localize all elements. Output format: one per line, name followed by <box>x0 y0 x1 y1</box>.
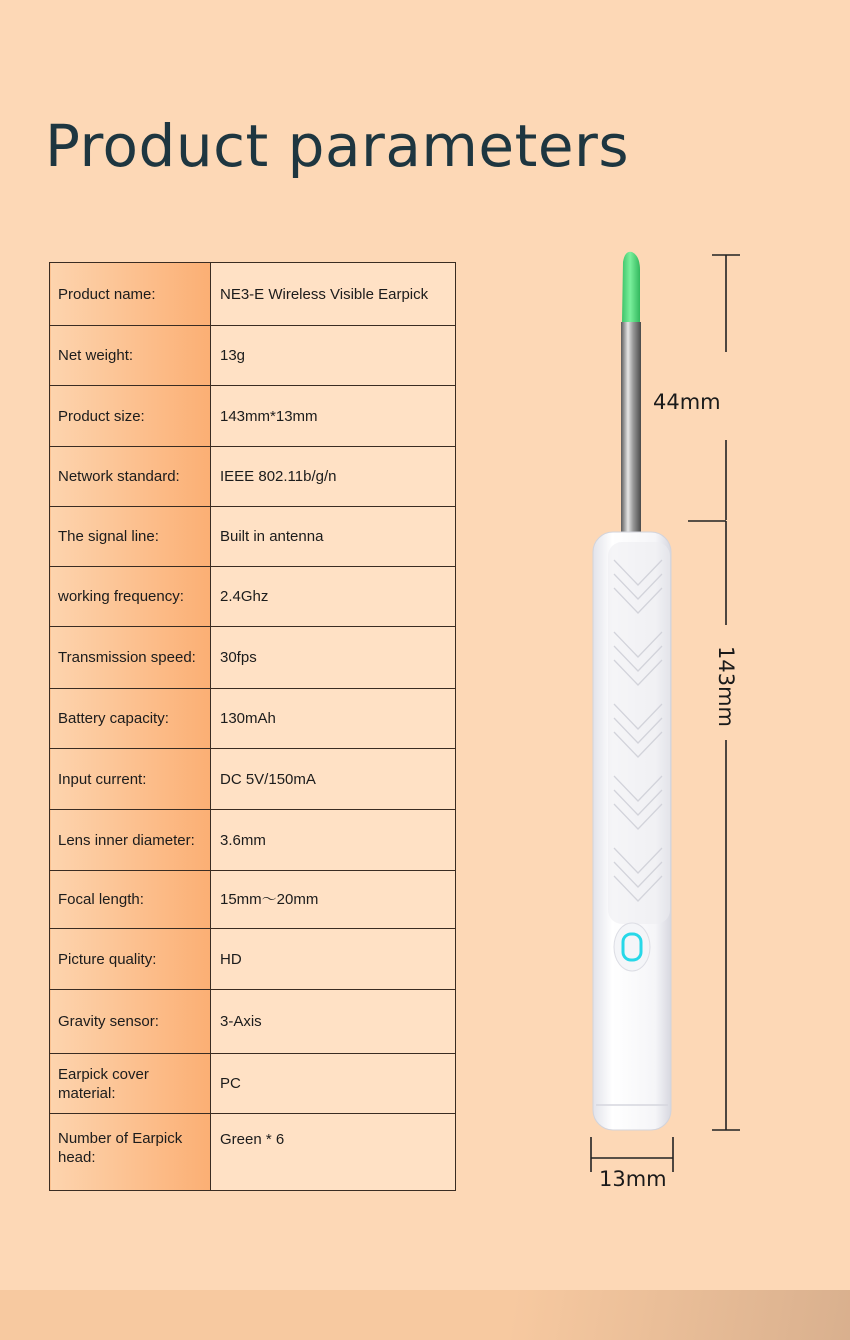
param-label: Battery capacity: <box>50 689 211 749</box>
handle-body <box>593 532 671 1130</box>
param-value: 30fps <box>211 627 456 689</box>
param-value: 3-Axis <box>211 990 456 1054</box>
table-row <box>50 567 456 627</box>
table-row <box>50 627 456 689</box>
param-label: Focal length: <box>50 871 211 929</box>
param-label: Picture quality: <box>50 929 211 990</box>
param-label: Product size: <box>50 386 211 447</box>
param-value: IEEE 802.11b/g/n <box>211 447 456 507</box>
metal-rod <box>621 322 641 534</box>
param-value: 2.4Ghz <box>211 567 456 627</box>
table-row <box>50 386 456 447</box>
page-title: Product parameters <box>45 112 630 180</box>
param-label: The signal line: <box>50 507 211 567</box>
param-label: working frequency: <box>50 567 211 627</box>
param-label: Product name: <box>50 263 211 326</box>
param-label: Net weight: <box>50 326 211 386</box>
param-label: Transmission speed: <box>50 627 211 689</box>
width-label: 13mm <box>599 1167 667 1191</box>
table-row <box>50 447 456 507</box>
param-label: Network standard: <box>50 447 211 507</box>
table-row <box>50 990 456 1054</box>
table-row <box>50 263 456 326</box>
table-row <box>50 326 456 386</box>
power-indicator-icon <box>614 923 650 971</box>
param-label: Lens inner diameter: <box>50 810 211 871</box>
param-value: 13g <box>211 326 456 386</box>
param-value: HD <box>211 929 456 990</box>
bottom-band <box>0 1290 850 1340</box>
param-label: Number of Earpick head: <box>50 1114 211 1191</box>
param-value: 143mm*13mm <box>211 386 456 447</box>
table-row <box>50 507 456 567</box>
parameters-table <box>49 262 456 1191</box>
total-length-label: 143mm <box>714 646 738 727</box>
param-label: Input current: <box>50 749 211 810</box>
param-value: 15mm～20mm <box>211 871 456 929</box>
param-value: NE3-E Wireless Visible Earpick <box>211 263 456 326</box>
param-value: 3.6mm <box>211 810 456 871</box>
earpick-tip <box>622 252 640 322</box>
param-label: Earpick cover material: <box>50 1054 211 1114</box>
param-value: DC 5V/150mA <box>211 749 456 810</box>
table-row <box>50 810 456 871</box>
earpick-illustration <box>560 240 800 1210</box>
param-value: Built in antenna <box>211 507 456 567</box>
param-value: Green * 6 <box>211 1114 456 1191</box>
tip-length-label: 44mm <box>653 390 721 414</box>
param-value: PC <box>211 1054 456 1114</box>
table-row <box>50 689 456 749</box>
table-row <box>50 871 456 929</box>
param-value: 130mAh <box>211 689 456 749</box>
table-row <box>50 1114 456 1191</box>
table-row <box>50 749 456 810</box>
table-row <box>50 929 456 990</box>
param-label: Gravity sensor: <box>50 990 211 1054</box>
table-row <box>50 1054 456 1114</box>
